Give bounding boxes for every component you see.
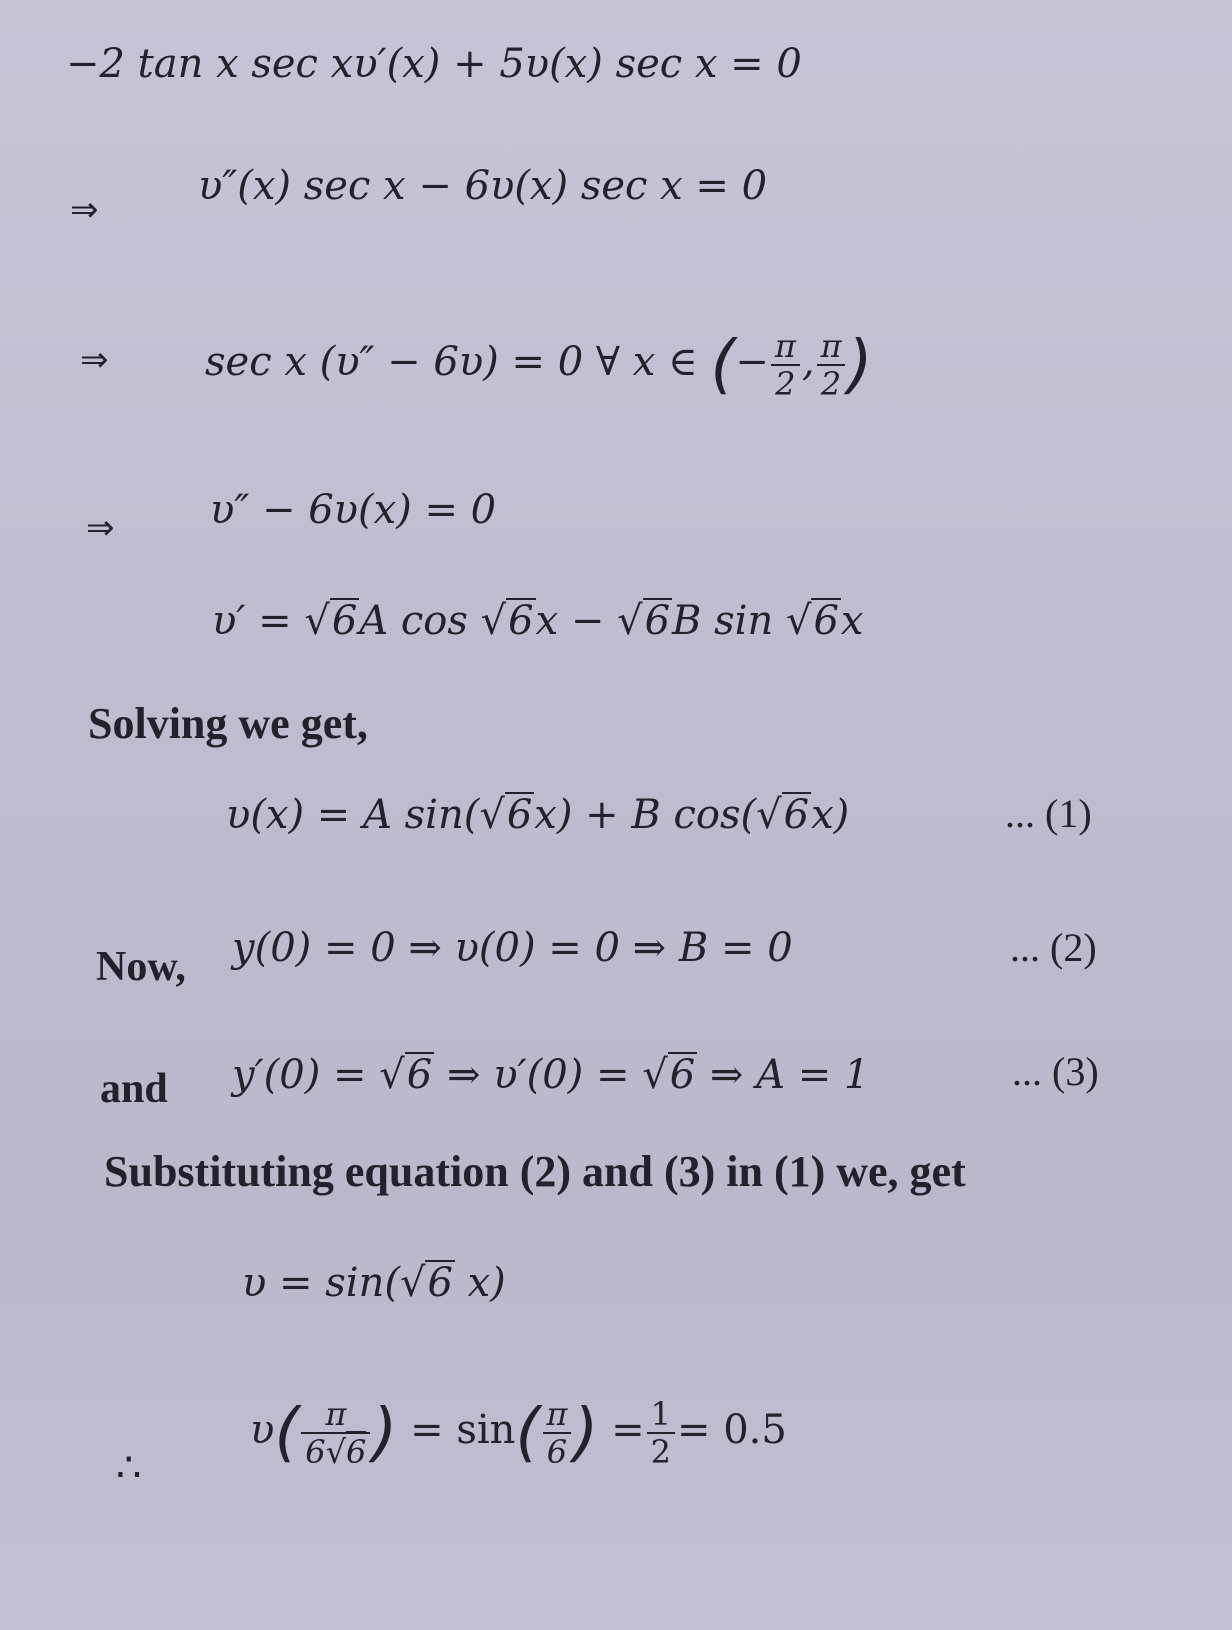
therefore-symbol: ∴ <box>116 1445 142 1491</box>
l8-a: y′(0) = <box>232 1052 380 1098</box>
sqrt-6-e: √6 <box>479 792 533 838</box>
now-text: Now, <box>96 944 186 990</box>
equation-line-10 <box>250 1395 787 1471</box>
l5-i: x <box>840 598 864 644</box>
equation-ref-2: ... (2) <box>1010 925 1097 970</box>
sqrt-6-c: √6 <box>617 598 671 644</box>
sqrt-6-f: √6 <box>756 792 810 838</box>
equation-ref-1: ... (1) <box>1005 791 1092 836</box>
l10-end: = 0.5 <box>676 1407 787 1453</box>
l8-e: ⇒ A = 1 <box>697 1052 870 1098</box>
equation-line-8 <box>232 1052 869 1096</box>
l10-open-paren-1: ( <box>274 1396 300 1470</box>
sqrt-6-a: √6 <box>304 598 358 644</box>
fraction-pi-over-6: $\frac{\pi}{6}$ <box>542 1398 571 1468</box>
sqrt-6-d: √6 <box>785 598 839 644</box>
l10-eq: = <box>611 1407 645 1453</box>
equation-line-2: υ″(x) sec x − 6υ(x) sec x = 0 <box>198 163 768 209</box>
fraction-neg-pi-over-2: $\frac{\pi}{2}$ <box>771 330 800 400</box>
solving-text: Solving we get, <box>88 699 368 748</box>
open-paren: ( <box>710 328 736 402</box>
equation-line-5 <box>212 598 863 642</box>
l6-a: υ(x) = A sin( <box>226 792 480 838</box>
fraction-pi-over-6root6: $\frac{\pi}{6√6}$ <box>301 1398 370 1468</box>
sqrt-6-h: √6 <box>642 1052 696 1098</box>
l9-c: x) <box>454 1260 506 1306</box>
equation-line-6 <box>226 792 849 836</box>
l6-c: x) + B cos( <box>534 792 757 838</box>
equation-line-3: sec x (υ″ − 6υ) = 0 ∀ x ∈ (− $\frac{\pi}{2}$ , $\frac{\pi}{2}$ ) <box>205 327 873 403</box>
l6-e: x) <box>811 792 850 838</box>
equation-line-9 <box>242 1260 506 1304</box>
l9-a: υ = sin( <box>242 1260 400 1306</box>
l10-close-paren-2: ) <box>573 1396 599 1470</box>
sqrt-6-i: √6 <box>399 1260 453 1306</box>
equation-line-7: y(0) = 0 ⇒ υ(0) = 0 ⇒ B = 0 <box>232 925 793 971</box>
implies-arrow-1: ⇒ <box>70 190 99 230</box>
close-paren: ) <box>847 328 873 402</box>
equation-line-4: υ″ − 6υ(x) = 0 <box>210 487 497 533</box>
and-text: and <box>100 1066 168 1112</box>
implies-arrow-2: ⇒ <box>80 340 109 380</box>
l10-sin: = sin <box>410 1407 516 1453</box>
l8-c: ⇒ υ′(0) = <box>434 1052 643 1098</box>
equation-line-3-left: sec x (υ″ − 6υ) = 0 ∀ x ∈ <box>205 339 698 385</box>
sqrt-6-b: √6 <box>480 598 534 644</box>
l10-open-paren-2: ( <box>515 1396 541 1470</box>
l10-close-paren-1: ) <box>372 1396 398 1470</box>
l10-v: υ <box>250 1407 275 1453</box>
equation-line-1: −2 tan x sec xυ′(x) + 5υ(x) sec x = 0 <box>66 41 802 87</box>
implies-arrow-3: ⇒ <box>86 508 115 548</box>
l5-g: B sin <box>672 598 786 644</box>
fraction-pi-over-2: $\frac{\pi}{2}$ <box>817 330 846 400</box>
l5-a: υ′ = <box>212 598 305 644</box>
equation-ref-3: ... (3) <box>1012 1049 1099 1094</box>
substituting-text: Substituting equation (2) and (3) in (1) we, get <box>104 1147 966 1196</box>
fraction-one-half: $\frac{1}{2}$ <box>647 1398 675 1468</box>
l5-c: A cos <box>359 598 481 644</box>
l5-e: x − <box>535 598 618 644</box>
sqrt-6-g: √6 <box>379 1052 433 1098</box>
